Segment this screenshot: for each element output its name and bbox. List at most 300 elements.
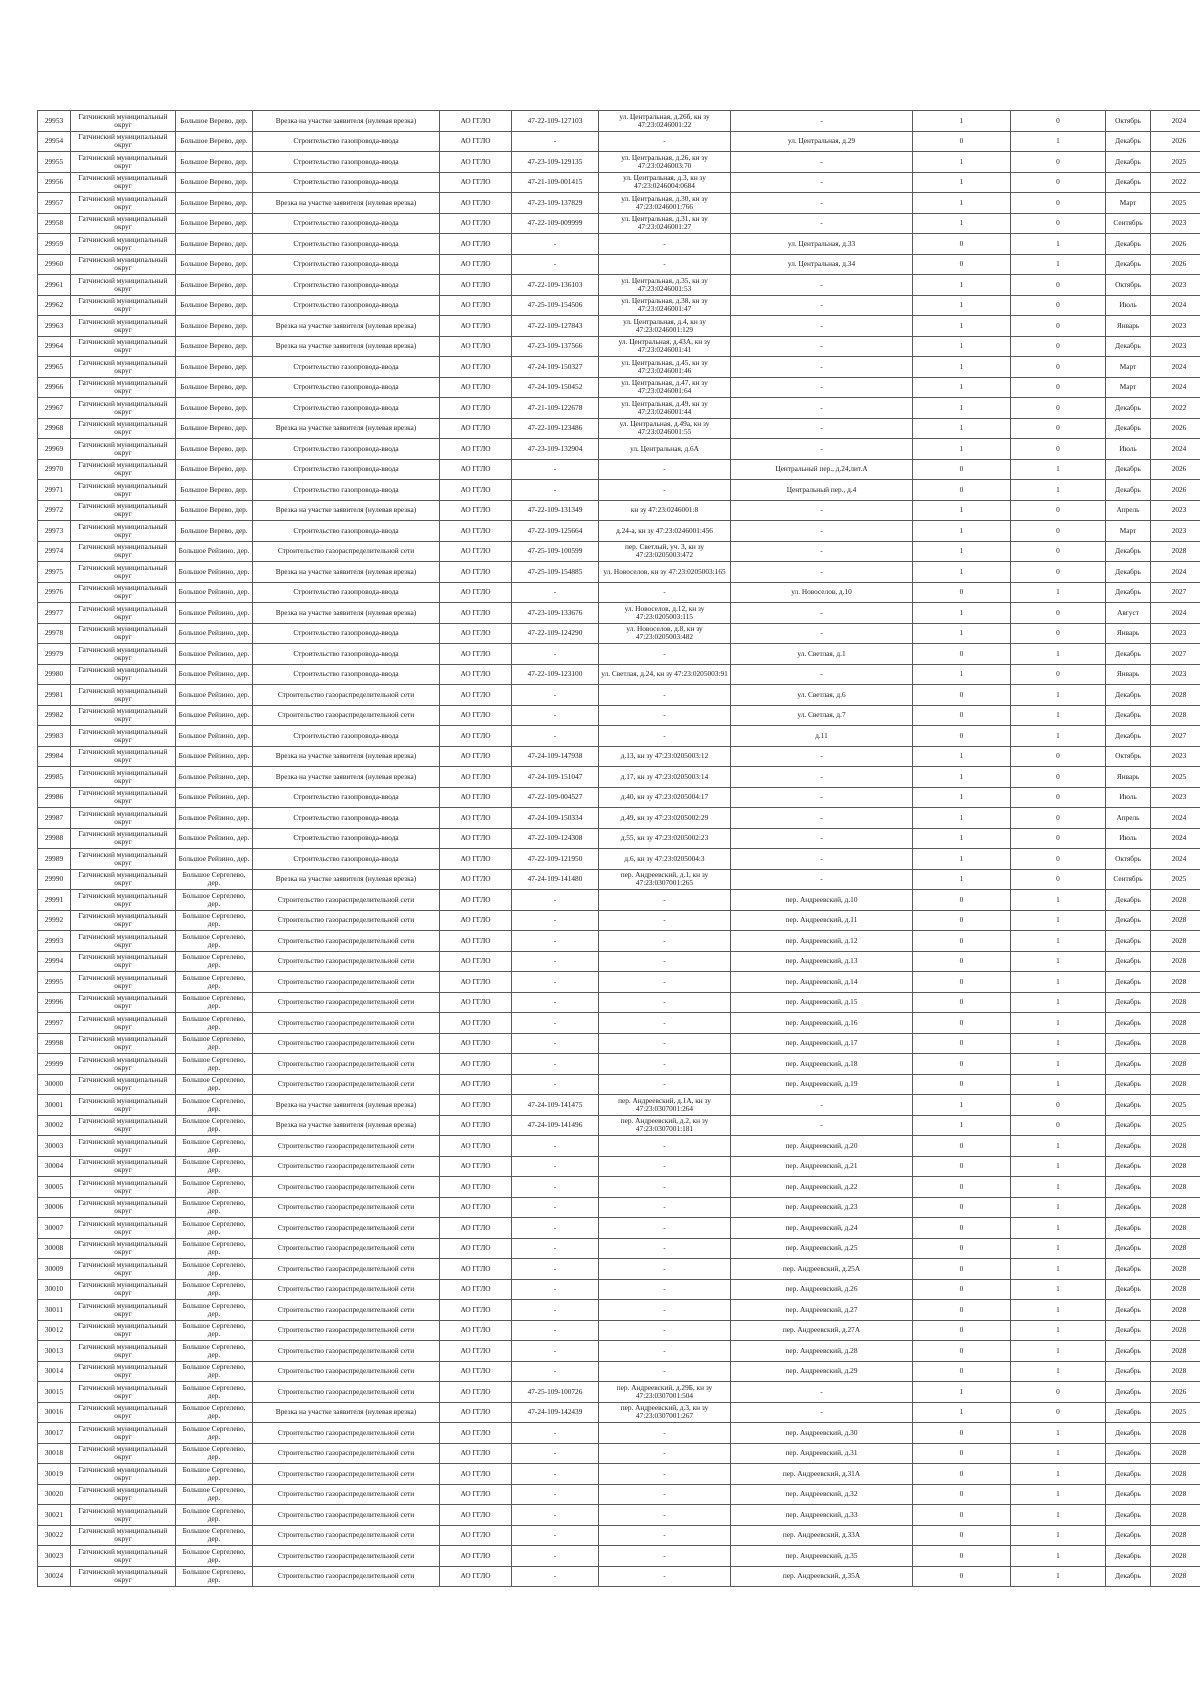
count-b-cell: 1 <box>1011 254 1106 275</box>
cadastral-address-cell: д.24-а, кн зу 47:23:0246001:456 <box>599 521 731 542</box>
contract-number-cell: 47-22-109-127843 <box>512 316 599 337</box>
table-row <box>38 439 1200 460</box>
organization-cell: АО ГГЛО <box>440 705 512 726</box>
organization-cell: АО ГГЛО <box>440 1423 512 1444</box>
settlement-cell: Большое Сергелево, дер. <box>176 1033 253 1054</box>
settlement-cell: Большое Верево, дер. <box>176 172 253 193</box>
organization-cell: АО ГГЛО <box>440 418 512 439</box>
cadastral-address-cell: пер. Светлый, уч. 3, кн зу 47:23:0205003:472 <box>599 541 731 562</box>
organization-cell: АО ГГЛО <box>440 1566 512 1587</box>
count-b-cell: 0 <box>1011 111 1106 132</box>
settlement-cell: Большое Верево, дер. <box>176 193 253 214</box>
table-row <box>38 664 1200 685</box>
table-row <box>38 726 1200 747</box>
row-number-cell: 29957 <box>38 193 71 214</box>
work-type-cell: Врезка на участке заявителя (нулевая врезка) <box>253 603 440 624</box>
organization-cell: АО ГГЛО <box>440 828 512 849</box>
month-cell: Декабрь <box>1106 1300 1151 1321</box>
organization-cell: АО ГГЛО <box>440 685 512 706</box>
row-number-cell: 29966 <box>38 377 71 398</box>
organization-cell: АО ГГЛО <box>440 275 512 296</box>
table-row <box>38 623 1200 644</box>
settlement-cell: Большое Сергелево, дер. <box>176 1382 253 1403</box>
settlement-cell: Большое Верево, дер. <box>176 213 253 234</box>
organization-cell: АО ГГЛО <box>440 910 512 931</box>
work-type-cell: Врезка на участке заявителя (нулевая врезка) <box>253 1095 440 1116</box>
count-a-cell: 1 <box>913 295 1011 316</box>
organization-cell: АО ГГЛО <box>440 1279 512 1300</box>
contract-number-cell: - <box>512 1341 599 1362</box>
address-cell: пер. Андреевский, д.31А <box>731 1464 913 1485</box>
row-number-cell: 29955 <box>38 152 71 173</box>
contract-number-cell: 47-24-109-141480 <box>512 869 599 890</box>
organization-cell: АО ГГЛО <box>440 152 512 173</box>
table-row <box>38 1238 1200 1259</box>
month-cell: Декабрь <box>1106 1136 1151 1157</box>
contract-number-cell: 47-24-109-151047 <box>512 767 599 788</box>
address-cell: - <box>731 418 913 439</box>
address-cell: пер. Андреевский, д.11 <box>731 910 913 931</box>
organization-cell: АО ГГЛО <box>440 1464 512 1485</box>
address-cell: ул. Центральная, д.34 <box>731 254 913 275</box>
table-row <box>38 1156 1200 1177</box>
count-a-cell: 0 <box>913 1136 1011 1157</box>
month-cell: Декабрь <box>1106 992 1151 1013</box>
address-cell: д.11 <box>731 726 913 747</box>
district-cell: Гатчинский муниципальный округ <box>71 603 176 624</box>
settlement-cell: Большое Сергелево, дер. <box>176 992 253 1013</box>
row-number-cell: 30011 <box>38 1300 71 1321</box>
work-type-cell: Врезка на участке заявителя (нулевая врезка) <box>253 1402 440 1423</box>
address-cell: пер. Андреевский, д.30 <box>731 1423 913 1444</box>
organization-cell: АО ГГЛО <box>440 664 512 685</box>
year-cell: 2028 <box>1151 1033 1200 1054</box>
settlement-cell: Большое Верево, дер. <box>176 439 253 460</box>
row-number-cell: 30002 <box>38 1115 71 1136</box>
count-b-cell: 1 <box>1011 1423 1106 1444</box>
address-cell: пер. Андреевский, д.17 <box>731 1033 913 1054</box>
organization-cell: АО ГГЛО <box>440 931 512 952</box>
table-row <box>38 234 1200 255</box>
year-cell: 2028 <box>1151 1259 1200 1280</box>
count-b-cell: 0 <box>1011 623 1106 644</box>
cadastral-address-cell: - <box>599 1197 731 1218</box>
address-cell: - <box>731 398 913 419</box>
row-number-cell: 29962 <box>38 295 71 316</box>
row-number-cell: 30005 <box>38 1177 71 1198</box>
row-number-cell: 29975 <box>38 562 71 583</box>
work-type-cell: Строительство газопровода-ввода <box>253 152 440 173</box>
address-cell: пер. Андреевский, д.20 <box>731 1136 913 1157</box>
address-cell: - <box>731 500 913 521</box>
contract-number-cell: - <box>512 1136 599 1157</box>
district-cell: Гатчинский муниципальный округ <box>71 111 176 132</box>
count-a-cell: 0 <box>913 951 1011 972</box>
row-number-cell: 29979 <box>38 644 71 665</box>
organization-cell: АО ГГЛО <box>440 890 512 911</box>
cadastral-address-cell: ул. Центральная, д.6А <box>599 439 731 460</box>
month-cell: Декабрь <box>1106 1464 1151 1485</box>
district-cell: Гатчинский муниципальный округ <box>71 910 176 931</box>
count-a-cell: 0 <box>913 890 1011 911</box>
count-a-cell: 1 <box>913 541 1011 562</box>
count-a-cell: 0 <box>913 1566 1011 1587</box>
cadastral-address-cell: - <box>599 459 731 480</box>
year-cell: 2023 <box>1151 746 1200 767</box>
year-cell: 2027 <box>1151 726 1200 747</box>
district-cell: Гатчинский муниципальный округ <box>71 377 176 398</box>
cadastral-address-cell: ул. Новоселов, д.8, кн зу 47:23:0205003:482 <box>599 623 731 644</box>
settlement-cell: Большое Сергелево, дер. <box>176 1279 253 1300</box>
table-row <box>38 582 1200 603</box>
organization-cell: АО ГГЛО <box>440 767 512 788</box>
settlement-cell: Большое Сергелево, дер. <box>176 1443 253 1464</box>
address-cell: - <box>731 316 913 337</box>
month-cell: Декабрь <box>1106 1484 1151 1505</box>
table-row <box>38 357 1200 378</box>
district-cell: Гатчинский муниципальный округ <box>71 787 176 808</box>
table-row <box>38 1566 1200 1587</box>
cadastral-address-cell: - <box>599 931 731 952</box>
district-cell: Гатчинский муниципальный округ <box>71 172 176 193</box>
settlement-cell: Большое Рейзино, дер. <box>176 787 253 808</box>
month-cell: Октябрь <box>1106 746 1151 767</box>
cadastral-address-cell: - <box>599 1218 731 1239</box>
address-cell: пер. Андреевский, д.33А <box>731 1525 913 1546</box>
cadastral-address-cell: д.13, кн зу 47:23:0205003:12 <box>599 746 731 767</box>
month-cell: Декабрь <box>1106 1218 1151 1239</box>
settlement-cell: Большое Сергелево, дер. <box>176 951 253 972</box>
settlement-cell: Большое Рейзино, дер. <box>176 685 253 706</box>
contract-number-cell: - <box>512 1464 599 1485</box>
settlement-cell: Большое Сергелево, дер. <box>176 1156 253 1177</box>
settlement-cell: Большое Верево, дер. <box>176 418 253 439</box>
cadastral-address-cell: ул. Центральная, д.35, кн зу 47:23:0246001:53 <box>599 275 731 296</box>
row-number-cell: 29992 <box>38 910 71 931</box>
count-a-cell: 1 <box>913 398 1011 419</box>
district-cell: Гатчинский муниципальный округ <box>71 459 176 480</box>
work-type-cell: Строительство газопровода-ввода <box>253 254 440 275</box>
settlement-cell: Большое Сергелево, дер. <box>176 1402 253 1423</box>
table-row <box>38 1484 1200 1505</box>
count-b-cell: 1 <box>1011 1484 1106 1505</box>
month-cell: Апрель <box>1106 808 1151 829</box>
month-cell: Декабрь <box>1106 1546 1151 1567</box>
organization-cell: АО ГГЛО <box>440 295 512 316</box>
month-cell: Январь <box>1106 664 1151 685</box>
contract-number-cell: - <box>512 951 599 972</box>
table-row <box>38 1279 1200 1300</box>
year-cell: 2028 <box>1151 992 1200 1013</box>
count-a-cell: 0 <box>913 1259 1011 1280</box>
organization-cell: АО ГГЛО <box>440 746 512 767</box>
table-body <box>38 111 1200 1587</box>
contract-number-cell: 47-25-109-154885 <box>512 562 599 583</box>
contract-number-cell: - <box>512 234 599 255</box>
contract-number-cell: - <box>512 459 599 480</box>
district-cell: Гатчинский муниципальный округ <box>71 1484 176 1505</box>
year-cell: 2023 <box>1151 521 1200 542</box>
address-cell: пер. Андреевский, д.31 <box>731 1443 913 1464</box>
row-number-cell: 30015 <box>38 1382 71 1403</box>
address-cell: - <box>731 664 913 685</box>
contract-number-cell: - <box>512 254 599 275</box>
contract-number-cell: - <box>512 480 599 501</box>
count-a-cell: 1 <box>913 500 1011 521</box>
organization-cell: АО ГГЛО <box>440 1320 512 1341</box>
settlement-cell: Большое Рейзино, дер. <box>176 603 253 624</box>
table-row <box>38 480 1200 501</box>
work-type-cell: Врезка на участке заявителя (нулевая врезка) <box>253 193 440 214</box>
work-type-cell: Строительство газораспределительной сети <box>253 1566 440 1587</box>
row-number-cell: 29961 <box>38 275 71 296</box>
count-b-cell: 1 <box>1011 644 1106 665</box>
district-cell: Гатчинский муниципальный округ <box>71 705 176 726</box>
contract-number-cell: 47-23-109-132904 <box>512 439 599 460</box>
month-cell: Декабрь <box>1106 1115 1151 1136</box>
address-cell: Центральный пер., д.24,лит.А <box>731 459 913 480</box>
table-row <box>38 500 1200 521</box>
year-cell: 2023 <box>1151 316 1200 337</box>
count-a-cell: 0 <box>913 1320 1011 1341</box>
district-cell: Гатчинский муниципальный округ <box>71 295 176 316</box>
work-type-cell: Строительство газораспределительной сети <box>253 1033 440 1054</box>
month-cell: Декабрь <box>1106 172 1151 193</box>
row-number-cell: 29983 <box>38 726 71 747</box>
table-row <box>38 1218 1200 1239</box>
year-cell: 2028 <box>1151 541 1200 562</box>
district-cell: Гатчинский муниципальный округ <box>71 480 176 501</box>
year-cell: 2028 <box>1151 1074 1200 1095</box>
month-cell: Январь <box>1106 623 1151 644</box>
month-cell: Декабрь <box>1106 931 1151 952</box>
settlement-cell: Большое Рейзино, дер. <box>176 746 253 767</box>
count-a-cell: 0 <box>913 685 1011 706</box>
work-type-cell: Строительство газораспределительной сети <box>253 1484 440 1505</box>
row-number-cell: 29974 <box>38 541 71 562</box>
count-b-cell: 0 <box>1011 603 1106 624</box>
row-number-cell: 30012 <box>38 1320 71 1341</box>
row-number-cell: 29976 <box>38 582 71 603</box>
contract-number-cell: - <box>512 1197 599 1218</box>
row-number-cell: 29984 <box>38 746 71 767</box>
settlement-cell: Большое Сергелево, дер. <box>176 1177 253 1198</box>
district-cell: Гатчинский муниципальный округ <box>71 931 176 952</box>
row-number-cell: 30024 <box>38 1566 71 1587</box>
cadastral-address-cell: - <box>599 1505 731 1526</box>
year-cell: 2028 <box>1151 1341 1200 1362</box>
cadastral-address-cell: ул. Центральная, д.4, кн зу 47:23:0246001:129 <box>599 316 731 337</box>
work-type-cell: Врезка на участке заявителя (нулевая врезка) <box>253 336 440 357</box>
settlement-cell: Большое Верево, дер. <box>176 500 253 521</box>
year-cell: 2024 <box>1151 603 1200 624</box>
row-number-cell: 29999 <box>38 1054 71 1075</box>
contract-number-cell: 47-21-109-001415 <box>512 172 599 193</box>
row-number-cell: 30004 <box>38 1156 71 1177</box>
table-row <box>38 828 1200 849</box>
contract-number-cell: 47-24-109-150452 <box>512 377 599 398</box>
year-cell: 2028 <box>1151 931 1200 952</box>
district-cell: Гатчинский муниципальный округ <box>71 357 176 378</box>
address-cell: пер. Андреевский, д.18 <box>731 1054 913 1075</box>
count-b-cell: 1 <box>1011 1546 1106 1567</box>
contract-number-cell: 47-22-109-121950 <box>512 849 599 870</box>
cadastral-address-cell: - <box>599 910 731 931</box>
row-number-cell: 29993 <box>38 931 71 952</box>
year-cell: 2028 <box>1151 1525 1200 1546</box>
table-row <box>38 1033 1200 1054</box>
organization-cell: АО ГГЛО <box>440 193 512 214</box>
contract-number-cell: - <box>512 1505 599 1526</box>
organization-cell: АО ГГЛО <box>440 1013 512 1034</box>
month-cell: Декабрь <box>1106 972 1151 993</box>
address-cell: пер. Андреевский, д.35 <box>731 1546 913 1567</box>
row-number-cell: 29956 <box>38 172 71 193</box>
month-cell: Декабрь <box>1106 910 1151 931</box>
contract-number-cell: 47-22-109-123486 <box>512 418 599 439</box>
district-cell: Гатчинский муниципальный округ <box>71 726 176 747</box>
year-cell: 2028 <box>1151 910 1200 931</box>
work-type-cell: Строительство газораспределительной сети <box>253 931 440 952</box>
work-type-cell: Строительство газораспределительной сети <box>253 1279 440 1300</box>
settlement-cell: Большое Сергелево, дер. <box>176 1197 253 1218</box>
table-row <box>38 1074 1200 1095</box>
address-cell: - <box>731 213 913 234</box>
organization-cell: АО ГГЛО <box>440 1382 512 1403</box>
count-b-cell: 1 <box>1011 910 1106 931</box>
contract-number-cell: 47-22-109-131349 <box>512 500 599 521</box>
cadastral-address-cell: ул. Центральная, д.45, кн зу 47:23:0246001:46 <box>599 357 731 378</box>
table-row <box>38 1546 1200 1567</box>
row-number-cell: 30006 <box>38 1197 71 1218</box>
organization-cell: АО ГГЛО <box>440 1361 512 1382</box>
settlement-cell: Большое Сергелево, дер. <box>176 1423 253 1444</box>
contract-number-cell: - <box>512 1074 599 1095</box>
contract-number-cell: - <box>512 1218 599 1239</box>
month-cell: Март <box>1106 193 1151 214</box>
work-type-cell: Строительство газопровода-ввода <box>253 623 440 644</box>
work-type-cell: Строительство газопровода-ввода <box>253 295 440 316</box>
table-row <box>38 1505 1200 1526</box>
district-cell: Гатчинский муниципальный округ <box>71 1402 176 1423</box>
data-table <box>37 110 1200 1587</box>
table-row <box>38 152 1200 173</box>
district-cell: Гатчинский муниципальный округ <box>71 1177 176 1198</box>
contract-number-cell: - <box>512 1546 599 1567</box>
cadastral-address-cell: пер. Андреевский, д.1А, кн зу 47:23:0307001:264 <box>599 1095 731 1116</box>
work-type-cell: Строительство газораспределительной сети <box>253 1259 440 1280</box>
row-number-cell: 29953 <box>38 111 71 132</box>
count-a-cell: 1 <box>913 172 1011 193</box>
contract-number-cell: - <box>512 1484 599 1505</box>
row-number-cell: 30019 <box>38 1464 71 1485</box>
count-a-cell: 1 <box>913 828 1011 849</box>
settlement-cell: Большое Верево, дер. <box>176 521 253 542</box>
organization-cell: АО ГГЛО <box>440 1156 512 1177</box>
address-cell: - <box>731 357 913 378</box>
count-b-cell: 1 <box>1011 705 1106 726</box>
count-a-cell: 1 <box>913 1095 1011 1116</box>
address-cell: - <box>731 377 913 398</box>
row-number-cell: 29997 <box>38 1013 71 1034</box>
month-cell: Март <box>1106 521 1151 542</box>
district-cell: Гатчинский муниципальный округ <box>71 1443 176 1464</box>
organization-cell: АО ГГЛО <box>440 623 512 644</box>
organization-cell: АО ГГЛО <box>440 357 512 378</box>
district-cell: Гатчинский муниципальный округ <box>71 1525 176 1546</box>
address-cell: пер. Андреевский, д.23 <box>731 1197 913 1218</box>
settlement-cell: Большое Рейзино, дер. <box>176 623 253 644</box>
organization-cell: АО ГГЛО <box>440 1546 512 1567</box>
count-a-cell: 1 <box>913 664 1011 685</box>
work-type-cell: Врезка на участке заявителя (нулевая врезка) <box>253 500 440 521</box>
work-type-cell: Строительство газораспределительной сети <box>253 972 440 993</box>
contract-number-cell: - <box>512 931 599 952</box>
organization-cell: АО ГГЛО <box>440 1115 512 1136</box>
row-number-cell: 29954 <box>38 131 71 152</box>
district-cell: Гатчинский муниципальный округ <box>71 541 176 562</box>
address-cell: пер. Андреевский, д.21 <box>731 1156 913 1177</box>
year-cell: 2028 <box>1151 1218 1200 1239</box>
district-cell: Гатчинский муниципальный округ <box>71 767 176 788</box>
district-cell: Гатчинский муниципальный округ <box>71 1197 176 1218</box>
count-a-cell: 0 <box>913 1484 1011 1505</box>
organization-cell: АО ГГЛО <box>440 1259 512 1280</box>
district-cell: Гатчинский муниципальный округ <box>71 644 176 665</box>
year-cell: 2026 <box>1151 234 1200 255</box>
month-cell: Декабрь <box>1106 541 1151 562</box>
row-number-cell: 30020 <box>38 1484 71 1505</box>
cadastral-address-cell: - <box>599 254 731 275</box>
cadastral-address-cell: - <box>599 234 731 255</box>
year-cell: 2028 <box>1151 1361 1200 1382</box>
month-cell: Декабрь <box>1106 582 1151 603</box>
settlement-cell: Большое Сергелево, дер. <box>176 1238 253 1259</box>
count-a-cell: 0 <box>913 726 1011 747</box>
address-cell: пер. Андреевский, д.29 <box>731 1361 913 1382</box>
address-cell: пер. Андреевский, д.14 <box>731 972 913 993</box>
contract-number-cell: - <box>512 1279 599 1300</box>
contract-number-cell: - <box>512 910 599 931</box>
work-type-cell: Строительство газораспределительной сети <box>253 890 440 911</box>
organization-cell: АО ГГЛО <box>440 644 512 665</box>
count-b-cell: 0 <box>1011 562 1106 583</box>
year-cell: 2024 <box>1151 849 1200 870</box>
count-b-cell: 0 <box>1011 398 1106 419</box>
row-number-cell: 30023 <box>38 1546 71 1567</box>
settlement-cell: Большое Сергелево, дер. <box>176 1115 253 1136</box>
row-number-cell: 29958 <box>38 213 71 234</box>
address-cell: - <box>731 439 913 460</box>
district-cell: Гатчинский муниципальный округ <box>71 193 176 214</box>
district-cell: Гатчинский муниципальный округ <box>71 1300 176 1321</box>
year-cell: 2028 <box>1151 1423 1200 1444</box>
district-cell: Гатчинский муниципальный округ <box>71 1074 176 1095</box>
cadastral-address-cell: - <box>599 1279 731 1300</box>
cadastral-address-cell: - <box>599 1464 731 1485</box>
district-cell: Гатчинский муниципальный округ <box>71 1566 176 1587</box>
year-cell: 2027 <box>1151 582 1200 603</box>
cadastral-address-cell: ул. Центральная, д.31, кн зу 47:23:0246001:27 <box>599 213 731 234</box>
year-cell: 2028 <box>1151 1177 1200 1198</box>
organization-cell: АО ГГЛО <box>440 541 512 562</box>
organization-cell: АО ГГЛО <box>440 808 512 829</box>
contract-number-cell: 47-24-109-150334 <box>512 808 599 829</box>
row-number-cell: 29963 <box>38 316 71 337</box>
district-cell: Гатчинский муниципальный округ <box>71 1115 176 1136</box>
cadastral-address-cell: ул. Центральная, д.3, кн зу 47:23:0246004:0684 <box>599 172 731 193</box>
district-cell: Гатчинский муниципальный округ <box>71 398 176 419</box>
